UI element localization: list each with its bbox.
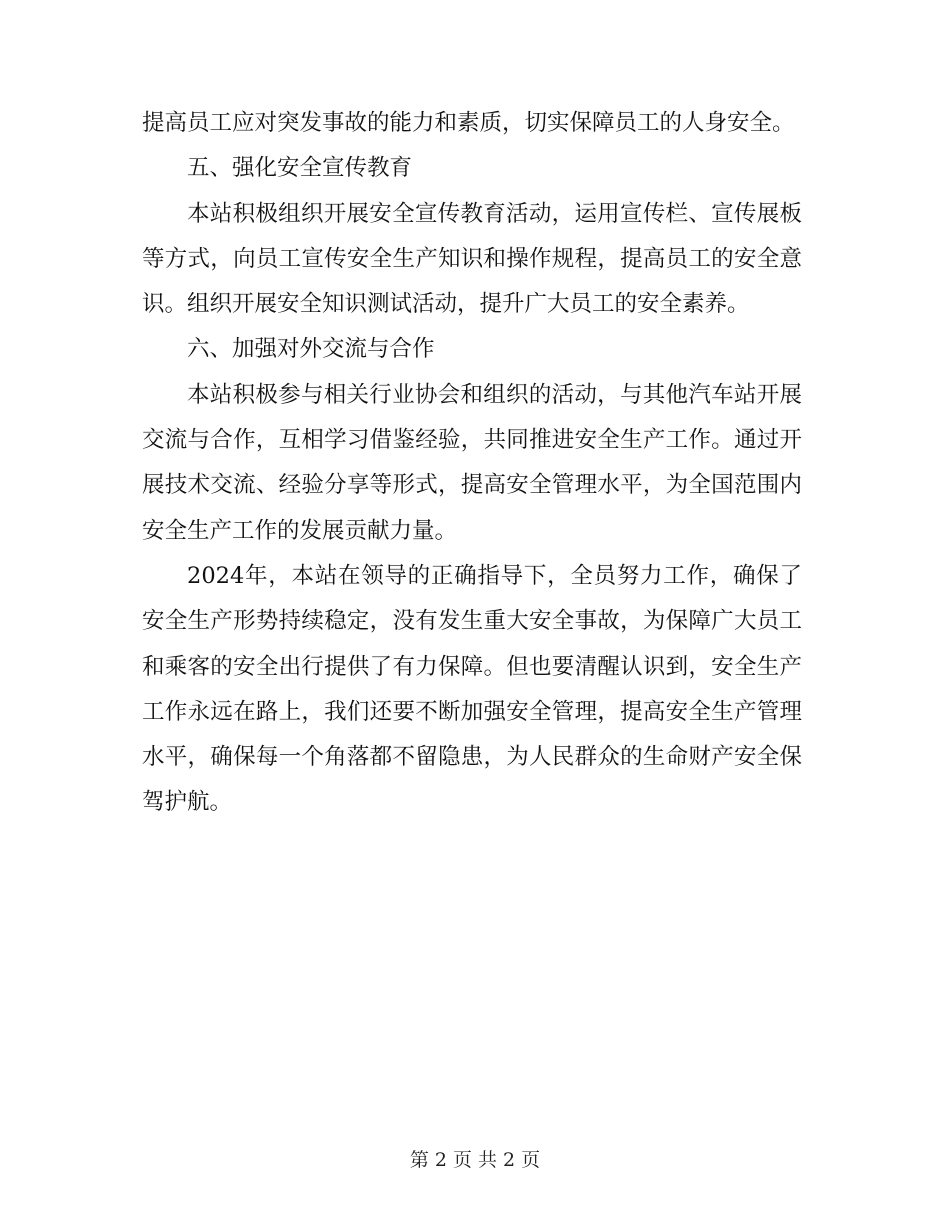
paragraph-summary: 2024年，本站在领导的正确指导下，全员努力工作，确保了安全生产形势持续稳定，没有发生重大安全事故，为保障广大员工和乘客的安全出行提供了有力保障。但也要清醒认识到，安全生产工作永远在路上，我们还要不断加强安全管理，提高安全生产管理水平，确保每一个角落都不留隐患，为人民群众的生命财产安全保驾护航。 [142, 562, 802, 816]
paragraph-publicity: 本站积极组织开展安全宣传教育活动，运用宣传栏、宣传展板等方式，向员工宣传安全生产知识和操作规程，提高员工的安全意识。组织开展安全知识测试活动，提升广大员工的安全素养。 [142, 200, 802, 318]
section-heading-cooperation: 六、加强对外交流与合作 [187, 336, 435, 363]
paragraph-cooperation: 本站积极参与相关行业协会和组织的活动，与其他汽车站开展交流与合作，互相学习借鉴经验，共同推进安全生产工作。通过开展技术交流、经验分享等形式，提高安全管理水平，为全国范围内安全生产工作的发展贡献力量。 [142, 381, 802, 544]
paragraph-continuation: 提高员工应对突发事故的能力和素质，切实保障员工的人身安全。 [142, 110, 795, 136]
page-number-footer: 第 2 页 共 2 页 [409, 1149, 541, 1171]
section-heading-publicity: 五、强化安全宣传教育 [187, 155, 413, 182]
document-body [142, 101, 802, 826]
